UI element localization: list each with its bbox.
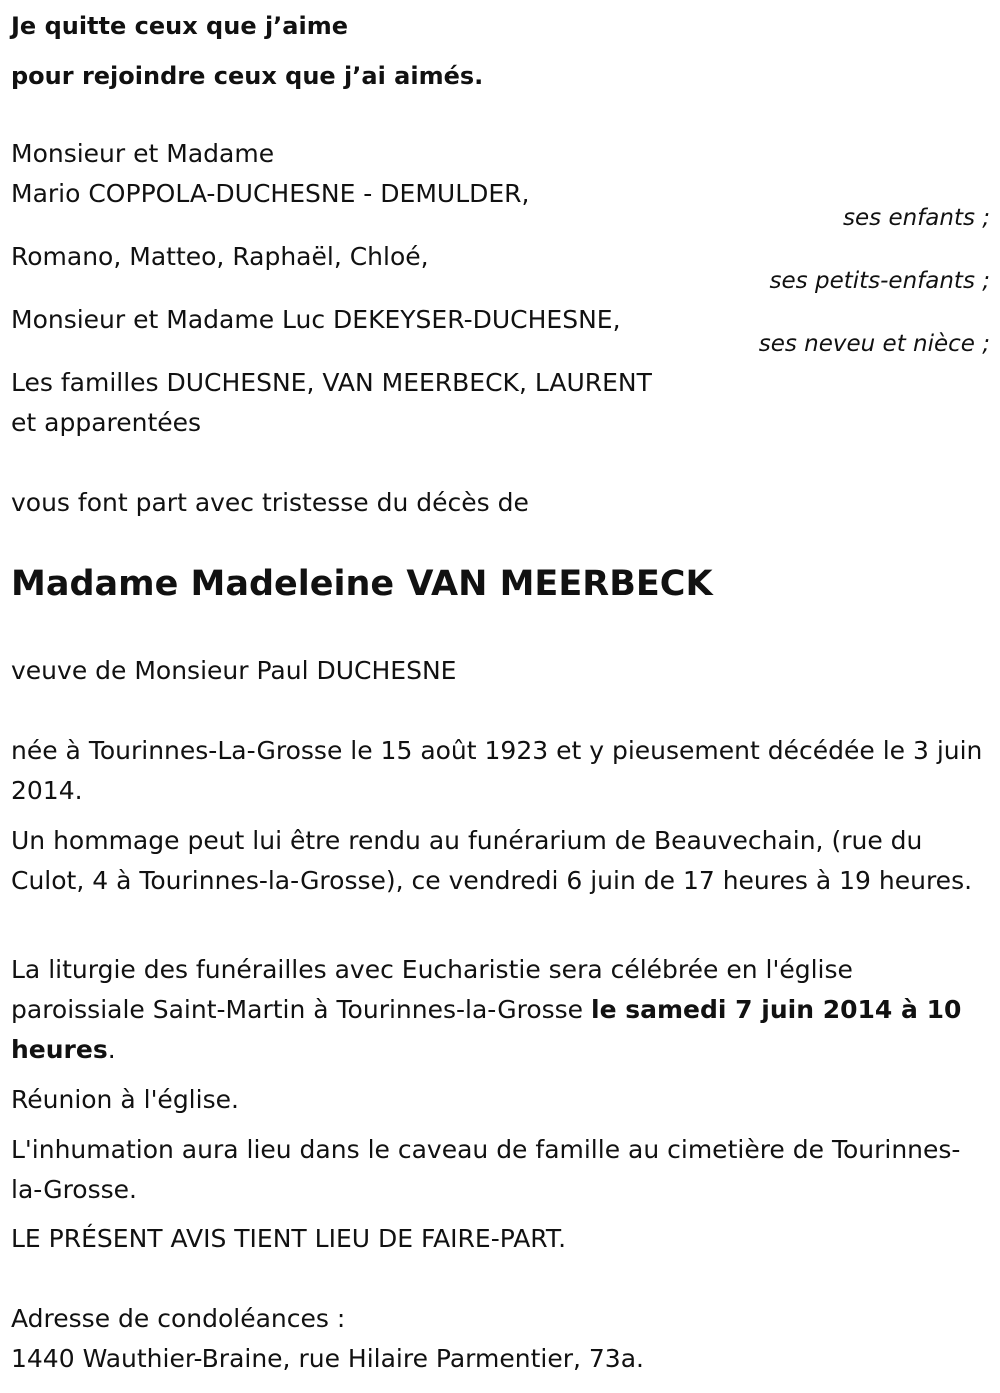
children-role: ses enfants ;	[843, 205, 990, 231]
nephew-names: Monsieur et Madame Luc DEKEYSER-DUCHESNE,	[11, 305, 621, 334]
liturgy-text: La liturgie des funérailles avec Eucharistie sera célébrée en l'église paroissiale Saint-Martin à Tourinnes-la-Grosse	[11, 955, 853, 1024]
children-names-line-2: Mario COPPOLA-DUCHESNE - DEMULDER,	[11, 179, 530, 208]
widow-of: veuve de Monsieur Paul DUCHESNE	[11, 656, 457, 685]
birth-death-paragraph: née à Tourinnes-La-Grosse le 15 août 1923 et y pieusement décédée le 3 juin 2014.	[11, 736, 983, 805]
notice: LE PRÉSENT AVIS TIENT LIEU DE FAIRE-PART.	[11, 1224, 567, 1253]
families-line-2: et apparentées	[11, 408, 202, 437]
families-line-1: Les familles DUCHESNE, VAN MEERBECK, LAURENT	[11, 368, 652, 397]
liturgy-date: le samedi 7 juin 2014 à 10 heures	[11, 995, 962, 1064]
deceased-name: Madame Madeleine VAN MEERBECK	[11, 564, 713, 604]
condolences-address: 1440 Wauthier-Braine, rue Hilaire Parmentier, 73a.	[11, 1344, 644, 1373]
announcement: vous font part avec tristesse du décès de	[11, 488, 529, 517]
liturgy-end: .	[107, 1035, 116, 1064]
meeting-note: Réunion à l'église.	[11, 1085, 239, 1114]
liturgy-paragraph	[11, 950, 991, 1070]
burial-paragraph: L'inhumation aura lieu dans le caveau de famille au cimetière de Tourinnes-la-Grosse.	[11, 1135, 961, 1204]
children-names-line-1: Monsieur et Madame	[11, 139, 275, 168]
homage-paragraph: Un hommage peut lui être rendu au funérarium de Beauvechain, (rue du Culot, 4 à Tourinnes-la-Grosse), ce vendredi 6 juin de 17 heures à 19 heures.	[11, 826, 973, 895]
grandchildren-role: ses petits-enfants ;	[769, 268, 990, 294]
condolences-label: Adresse de condoléances :	[11, 1304, 346, 1333]
grandchildren-names: Romano, Matteo, Raphaël, Chloé,	[11, 242, 429, 271]
epigraph-line-2: pour rejoindre ceux que j’ai aimés.	[11, 62, 484, 90]
epigraph-line-1: Je quitte ceux que j’aime	[11, 12, 349, 40]
nephew-role: ses neveu et nièce ;	[758, 331, 990, 357]
